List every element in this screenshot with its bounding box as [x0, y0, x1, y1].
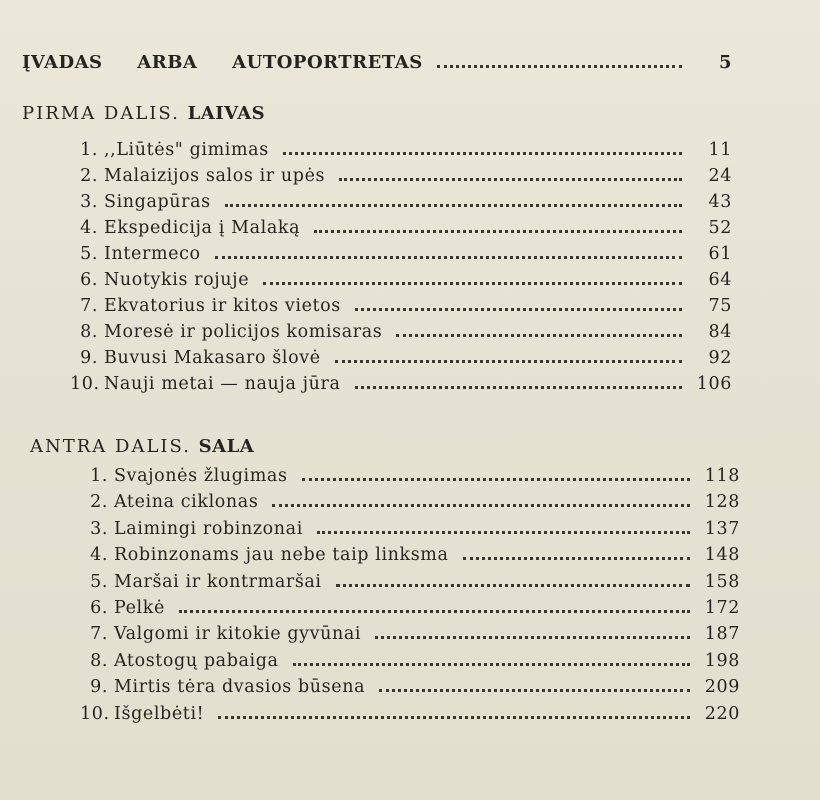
toc-entry — [80, 572, 740, 592]
chapter-number: 4. — [80, 218, 98, 238]
toc-entry — [70, 218, 732, 238]
toc-entry — [80, 519, 740, 539]
intro-title: ĮVADAS ARBA AUTOPORTRETAS — [22, 52, 423, 73]
part2-heading — [30, 436, 254, 457]
chapter-number: 5. — [90, 571, 108, 592]
chapter-page: 106 — [696, 374, 732, 394]
chapter-number: 7. — [80, 296, 98, 316]
chapter-title: Pelkė — [114, 598, 165, 618]
chapter-number: 10. — [80, 703, 110, 724]
chapter-title: Robinzonams jau nebe taip linksma — [114, 545, 449, 566]
chapter-number: 10. — [70, 374, 100, 394]
chapter-title: Buvusi Makasaro šlovė — [104, 348, 321, 368]
chapter-number: 3. — [80, 192, 98, 212]
chapter-page: 24 — [708, 166, 732, 186]
dot-leader — [463, 557, 690, 560]
chapter-number: 2. — [90, 492, 108, 513]
toc-entry — [80, 466, 740, 486]
chapter-number: 4. — [90, 545, 108, 566]
dot-leader — [263, 282, 682, 285]
toc-entry — [70, 270, 732, 290]
chapter-number: 9. — [80, 348, 98, 368]
toc-entry — [80, 624, 740, 644]
chapter-number: 5. — [80, 244, 98, 264]
chapter-title: Nauji metai — nauja jūra — [104, 374, 341, 394]
toc-entry — [70, 374, 732, 394]
dot-leader — [302, 478, 690, 481]
chapter-page: 61 — [708, 244, 732, 264]
chapter-title: Laimingi robinzonai — [114, 518, 303, 539]
dot-leader — [314, 230, 682, 233]
chapter-number: 3. — [90, 518, 108, 539]
chapter-title: Nuotykis rojuje — [104, 270, 250, 290]
part1-name: LAIVAS — [187, 103, 266, 124]
toc-entry — [80, 545, 740, 565]
chapter-title: Išgelbėti! — [114, 703, 205, 724]
chapter-number: 8. — [90, 650, 108, 671]
chapter-page: 137 — [704, 518, 740, 539]
chapter-page: 148 — [704, 545, 740, 566]
dot-leader — [336, 584, 690, 587]
part2-name: SALA — [198, 436, 255, 457]
part2-label: ANTRA DALIS. — [30, 436, 191, 457]
chapter-number: 1. — [80, 140, 98, 160]
dot-leader — [437, 65, 682, 68]
dot-leader — [215, 256, 682, 259]
chapter-title: Moresė ir policijos komisaras — [104, 322, 383, 342]
toc-entry — [80, 677, 740, 697]
toc-entry — [70, 166, 732, 186]
chapter-page: 158 — [704, 571, 740, 592]
chapter-title: Malaizijos salos ir upės — [104, 166, 326, 186]
chapter-title: Maršai ir kontrmaršai — [114, 571, 322, 592]
toc-entry — [70, 296, 732, 316]
toc-entry — [70, 140, 732, 160]
chapter-page: 187 — [704, 624, 740, 645]
chapter-page: 198 — [704, 650, 740, 671]
toc-entry — [80, 651, 740, 671]
toc-entry — [80, 598, 740, 618]
dot-leader — [355, 308, 682, 311]
toc-entry — [70, 322, 732, 342]
dot-leader — [375, 636, 690, 639]
dot-leader — [218, 716, 690, 719]
part1-heading — [22, 103, 265, 124]
chapter-page: 220 — [704, 703, 740, 724]
chapter-number: 8. — [80, 322, 98, 342]
intro-page: 5 — [718, 52, 732, 73]
chapter-title: Valgomi ir kitokie gyvūnai — [114, 624, 362, 645]
chapter-title: Singapūras — [104, 192, 211, 212]
chapter-page: 64 — [708, 270, 732, 290]
chapter-page: 209 — [704, 677, 740, 698]
chapter-page: 84 — [708, 322, 732, 342]
chapter-title: ,,Liūtės" gimimas — [104, 140, 269, 160]
toc-entry — [70, 348, 732, 368]
chapter-page: 92 — [708, 348, 732, 368]
dot-leader — [272, 504, 690, 507]
part1-label: PIRMA DALIS. — [22, 103, 180, 124]
chapter-page: 43 — [708, 192, 732, 212]
dot-leader — [225, 204, 682, 207]
chapter-title: Ateina ciklonas — [114, 492, 259, 513]
toc-entry — [80, 704, 740, 724]
toc-entry — [80, 492, 740, 512]
dot-leader — [283, 152, 682, 155]
chapter-page: 75 — [708, 296, 732, 316]
dot-leader — [335, 360, 682, 363]
dot-leader — [396, 334, 682, 337]
dot-leader — [355, 386, 682, 389]
chapter-title: Ekspedicija į Malaką — [104, 218, 301, 238]
chapter-page: 118 — [704, 466, 740, 486]
chapter-title: Svajonės žlugimas — [114, 466, 288, 486]
chapter-number: 2. — [80, 166, 98, 186]
chapter-title: Mirtis tėra dvasios būsena — [114, 677, 366, 698]
chapter-page: 128 — [704, 492, 740, 513]
chapter-title: Ekvatorius ir kitos vietos — [104, 296, 341, 316]
dot-leader — [293, 663, 690, 666]
chapter-page: 11 — [708, 140, 732, 160]
dot-leader — [317, 531, 690, 534]
intro-entry — [22, 52, 732, 73]
chapter-number: 1. — [90, 466, 108, 486]
chapter-page: 52 — [708, 218, 732, 238]
chapter-title: Atostogų pabaiga — [114, 650, 279, 671]
chapter-number: 9. — [90, 677, 108, 698]
chapter-number: 7. — [90, 624, 108, 645]
dot-leader — [179, 610, 690, 613]
dot-leader — [379, 689, 690, 692]
chapter-title: Intermeco — [104, 244, 201, 264]
chapter-number: 6. — [80, 270, 98, 290]
chapter-page: 172 — [704, 598, 740, 618]
chapter-number: 6. — [90, 598, 108, 618]
toc-entry — [70, 244, 732, 264]
toc-entry — [70, 192, 732, 212]
dot-leader — [339, 178, 682, 181]
